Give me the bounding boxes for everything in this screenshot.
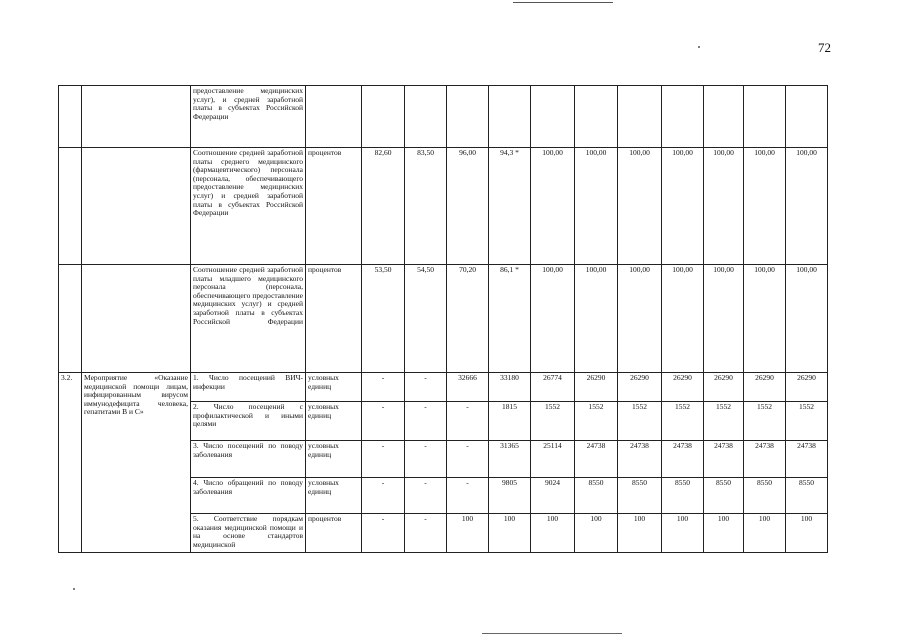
- cell-number: [59, 148, 82, 265]
- cell-value: 96,00: [447, 148, 489, 265]
- cell-value: -: [362, 514, 405, 553]
- cell-value: -: [405, 402, 447, 441]
- cell-value: 100,00: [575, 265, 618, 373]
- cell-value: 100: [531, 514, 575, 553]
- table-row: [59, 373, 828, 402]
- top-rule: [513, 2, 613, 3]
- cell-value: 53,50: [362, 265, 405, 373]
- cell-value: -: [447, 402, 489, 441]
- cell-value: 24738: [618, 441, 662, 478]
- cell-value: 8550: [618, 478, 662, 514]
- cell-unit: условных единиц: [306, 373, 362, 402]
- cell-value: -: [405, 373, 447, 402]
- cell-value: 1552: [704, 402, 744, 441]
- cell-value: 54,50: [405, 265, 447, 373]
- cell-activity: [82, 148, 191, 265]
- cell-value: 26290: [704, 373, 744, 402]
- cell-value: -: [362, 402, 405, 441]
- cell-unit: условных единиц: [306, 478, 362, 514]
- cell-value: 100: [575, 514, 618, 553]
- cell-value: 100,00: [618, 265, 662, 373]
- cell-value: 100,00: [744, 148, 786, 265]
- cell-value: 100,00: [662, 265, 704, 373]
- cell-value: 100,00: [786, 148, 828, 265]
- cell-value: 100: [744, 514, 786, 553]
- cell-indicator: Соотношение средней заработной платы младшего медицинского персонала (персонала, обеспечивающего предоставление медицинских услуг) и средней заработной платы в субъектах Российской Федерации: [191, 265, 306, 373]
- cell-value: 8550: [662, 478, 704, 514]
- cell-unit: процентов: [306, 148, 362, 265]
- cell-value: 100,00: [662, 148, 704, 265]
- cell-value: 26290: [786, 373, 828, 402]
- cell-value: 1815: [489, 402, 531, 441]
- cell-value: 26290: [575, 373, 618, 402]
- cell-value: 24738: [575, 441, 618, 478]
- cell-value: 100,00: [786, 265, 828, 373]
- cell-value: 1552: [531, 402, 575, 441]
- cell-value: 94,3 *: [489, 148, 531, 265]
- cell-value: 24738: [704, 441, 744, 478]
- data-table: [58, 85, 828, 553]
- cell-indicator: предоставление медицинских услуг), и средней заработной платы в субъектах Российской Федерации: [191, 86, 306, 148]
- cell-value: 1552: [744, 402, 786, 441]
- cell-value: 26290: [618, 373, 662, 402]
- cell-value: -: [405, 441, 447, 478]
- cell-value: 26290: [662, 373, 704, 402]
- cell-value: 32666: [447, 373, 489, 402]
- section-number: 3.2.: [59, 373, 82, 553]
- cell-value: 70,20: [447, 265, 489, 373]
- cell-value: -: [447, 441, 489, 478]
- cell-unit: процентов: [306, 265, 362, 373]
- cell-value: 100,00: [704, 265, 744, 373]
- cell-value: 8550: [744, 478, 786, 514]
- cell-value: 26290: [744, 373, 786, 402]
- cell-number: [59, 265, 82, 373]
- cell-value: 24738: [662, 441, 704, 478]
- cell-value: 100: [786, 514, 828, 553]
- scan-speck: [698, 46, 700, 48]
- table-row: [59, 86, 828, 148]
- cell-value: 9805: [489, 478, 531, 514]
- cell-unit: условных единиц: [306, 402, 362, 441]
- cell-value: 100: [704, 514, 744, 553]
- cell-value: 82,60: [362, 148, 405, 265]
- cell-value: 8550: [786, 478, 828, 514]
- cell-unit: процентов: [306, 514, 362, 553]
- cell-indicator: 1. Число посещений ВИЧ-инфекции: [191, 373, 306, 402]
- section-activity: Мероприятие «Оказание медицинской помощи лицам, инфицированным вирусом иммунодефицита человека, гепатитами B и C»: [82, 373, 191, 553]
- cell-value: 100: [618, 514, 662, 553]
- scan-speck: [73, 588, 75, 590]
- cell-value: 100: [447, 514, 489, 553]
- cell-value: 83,50: [405, 148, 447, 265]
- table-row: [59, 265, 828, 373]
- cell-value: 26774: [531, 373, 575, 402]
- cell-value: 25114: [531, 441, 575, 478]
- cell-value: 100,00: [744, 265, 786, 373]
- cell-value: 1552: [575, 402, 618, 441]
- cell-value: 8550: [704, 478, 744, 514]
- cell-unit: условных единиц: [306, 441, 362, 478]
- cell-value: 100,00: [531, 148, 575, 265]
- cell-value: 24738: [744, 441, 786, 478]
- bottom-rule: [482, 633, 622, 634]
- cell-value: 100,00: [618, 148, 662, 265]
- cell-indicator: 4. Число обращений по поводу заболевания: [191, 478, 306, 514]
- table-row: [59, 148, 828, 265]
- cell-activity: [82, 265, 191, 373]
- cell-number: [59, 86, 82, 148]
- cell-value: 9024: [531, 478, 575, 514]
- cell-value: -: [362, 478, 405, 514]
- cell-value: 24738: [786, 441, 828, 478]
- cell-indicator: 2. Число посещений с профилактической и иными целями: [191, 402, 306, 441]
- cell-value: -: [405, 478, 447, 514]
- cell-value: 1552: [786, 402, 828, 441]
- cell-value: 8550: [575, 478, 618, 514]
- cell-value: 100,00: [531, 265, 575, 373]
- cell-value: 86,1 *: [489, 265, 531, 373]
- cell-value: 100,00: [575, 148, 618, 265]
- cell-value: 33180: [489, 373, 531, 402]
- cell-value: 100: [489, 514, 531, 553]
- cell-value: 100,00: [704, 148, 744, 265]
- cell-value: 100: [662, 514, 704, 553]
- cell-value: 31365: [489, 441, 531, 478]
- cell-activity: [82, 86, 191, 148]
- cell-indicator: 3. Число посещений по поводу заболевания: [191, 441, 306, 478]
- cell-value: 1552: [618, 402, 662, 441]
- cell-value: -: [405, 514, 447, 553]
- cell-value: -: [362, 441, 405, 478]
- cell-value: -: [362, 373, 405, 402]
- cell-indicator: Соотношение средней заработной платы среднего медицинского (фармацевтического) персонала (персонала, обеспечивающего предоставление медицинских услуг) и средней заработной платы в субъектах Российской Федерации: [191, 148, 306, 265]
- cell-value: -: [447, 478, 489, 514]
- cell-indicator: 5. Соответствие порядкам оказания медицинской помощи и на основе стандартов медицинской: [191, 514, 306, 553]
- page-number: 72: [818, 40, 831, 55]
- cell-value: 1552: [662, 402, 704, 441]
